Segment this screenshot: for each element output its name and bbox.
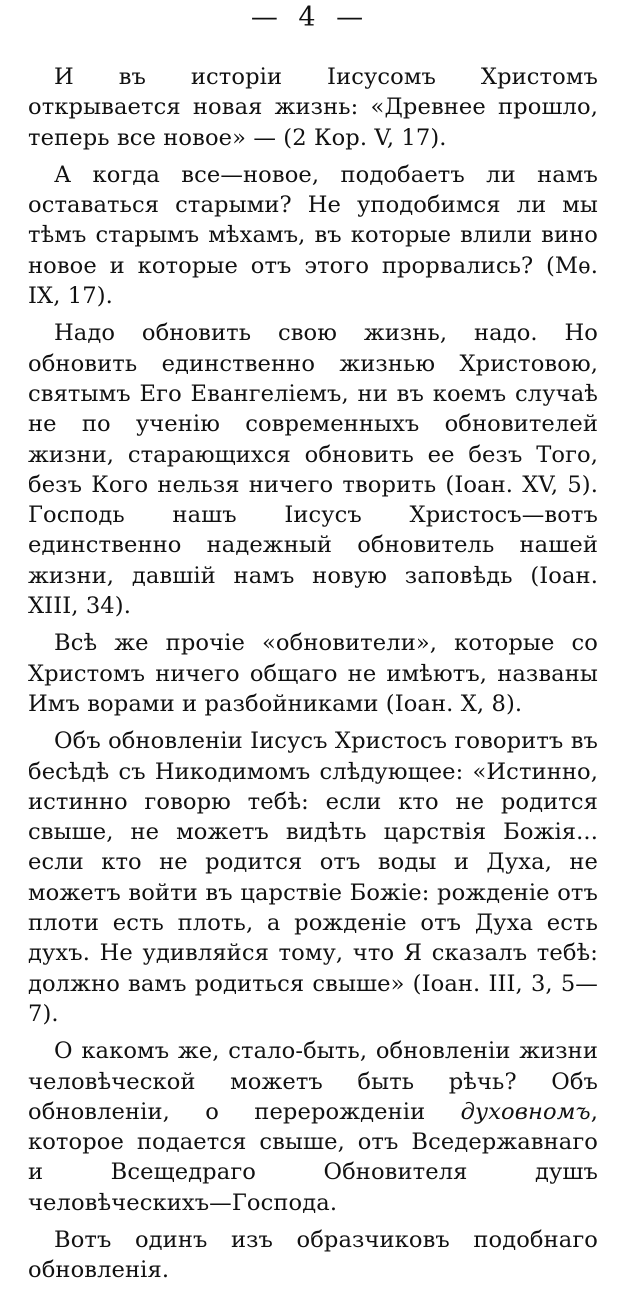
paragraph-5: Объ обновленіи Іисусъ Христосъ говоритъ въ бесѣдѣ съ Никодимомъ слѣдующее: «Истинно, истинно говорю тебѣ: если кто не родится свыше, не можетъ видѣть царствія Божія... если кто не родится отъ воды и Духа, не можетъ войти въ царствіе Божіе: рожденіе отъ плоти есть плоть, а рожденіе отъ Духа есть духъ. Не удивляйся тому, что Я сказалъ тебѣ: должно вамъ родиться свыше» (Іоан. III, 3, 5—7). (28, 728, 598, 1027)
paragraph-2: А когда все—новое, подобаетъ ли намъ оставаться старыми? Не уподобимся ли мы тѣмъ старымъ мѣхамъ, въ которые влили вино новое и которые отъ этого прорвались? (Мѳ. IX, 17). (28, 161, 598, 310)
paragraph-4: Всѣ же прочіе «обновители», которые со Христомъ ничего общаго не имѣютъ, названы Имъ ворами и разбойниками (Іоан. X, 8). (28, 630, 598, 717)
paragraph-6-emphasis: духовномъ (460, 1098, 591, 1125)
page-number: — 4 — (250, 2, 370, 33)
paragraph-7: Вотъ одинъ изъ образчиковъ подобнаго обновленія. (28, 1226, 598, 1284)
paragraph-6-text-after: , которое подается свыше, отъ Вседержавнаго и Всещедраго Обновителя душъ человѣческихъ—Господа. (28, 1098, 598, 1216)
paragraph-1: И въ исторіи Іисусомъ Христомъ открывается новая жизнь: «Древнее прошло, теперь все новое» — (2 Кор. V, 17). (28, 64, 598, 151)
paragraph-3: Надо обновить свою жизнь, надо. Но обновить единственно жизнью Христовою, святымъ Его Евангеліемъ, ни въ коемъ случаѣ не по ученію современныхъ обновителей жизни, старающихся обновить ее безъ Того, безъ Кого нельзя ничего творить (Іоан. XV, 5). Господь нашъ Іисусъ Христосъ—вотъ единственно надежный обновитель нашей жизни, давшій намъ новую заповѣдь (Іоан. XIII, 34). (28, 320, 598, 620)
paragraph-6-text-before: О какомъ же, стало-быть, обновленіи жизни человѣческой можетъ быть рѣчь? Объ обновленіи, о перерожденіи (28, 1038, 598, 1125)
body-text (28, 62, 598, 1293)
paragraph-6 (28, 1036, 598, 1218)
